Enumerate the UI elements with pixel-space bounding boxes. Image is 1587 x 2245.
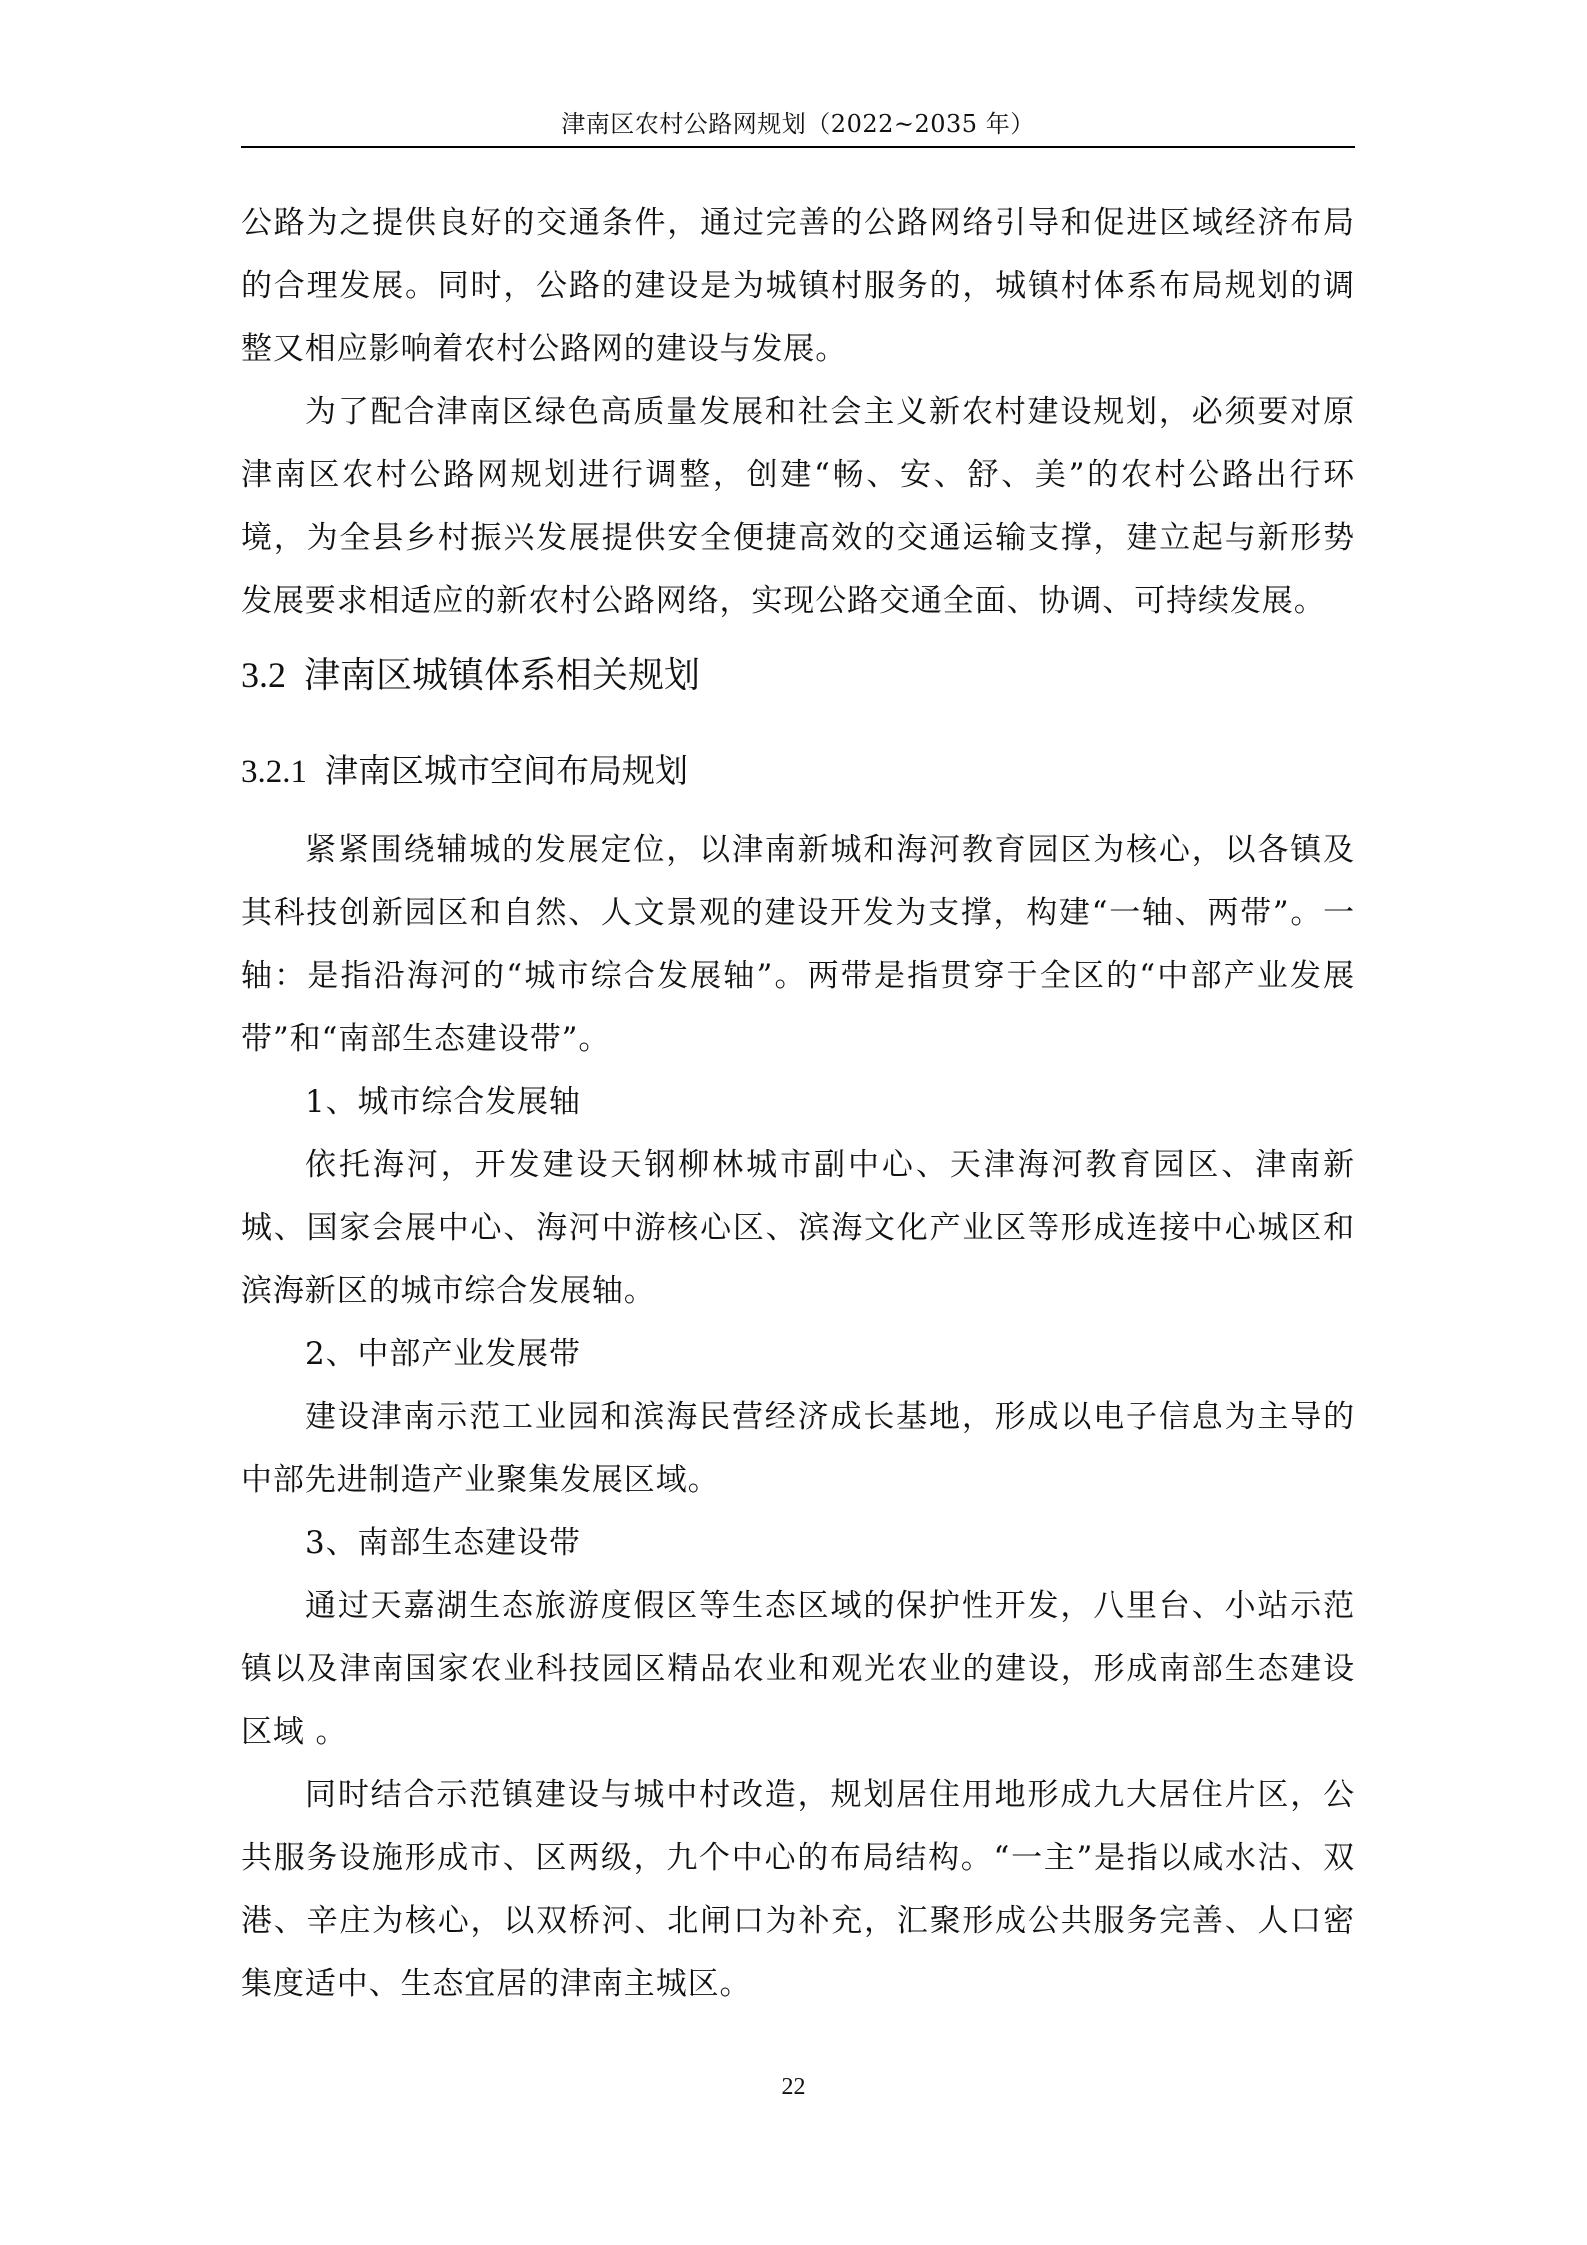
header-rule [241,146,1355,148]
running-header: 津南区农村公路网规划（2022~2035 年） [561,110,1035,138]
list-item-title-2: 2、中部产业发展带 [305,1336,581,1372]
list-item-text-3: 通过天嘉湖生态旅游度假区等生态区域的保护性开发，八里台、小站示范镇以及津南国家农业科技园区精品农业和观光农业的建设，形成南部生态建设区域 。 [241,1588,1355,1750]
page-content [241,192,1355,2016]
section-title: 津南区城镇体系相关规划 [304,655,701,696]
subsection-title: 津南区城市空间布局规划 [325,751,688,790]
paragraph-axis-belts: 紧紧围绕辅城的发展定位，以津南新城和海河教育园区为核心，以各镇及其科技创新园区和自然、人文景观的建设开发为支撑，构建“一轴、两带”。一轴：是指沿海河的“城市综合发展轴”。两带是指贯穿于全区的“中部产业发展带”和“南部生态建设带”。 [241,832,1355,1057]
subsection-heading [241,741,1355,819]
subsection-number: 3.2.1 [241,754,307,790]
paragraph-residential-layout: 同时结合示范镇建设与城中村改造，规划居住用地形成九大居住片区，公共服务设施形成市、区两级，九个中心的布局结构。“一主”是指以咸水沽、双港、辛庄为核心，以双桥河、北闸口为补充，汇聚形成公共服务完善、人口密集度适中、生态宜居的津南主城区。 [241,1777,1355,2002]
page-number: 22 [781,2074,806,2100]
section-heading [241,645,1355,741]
section-number: 3.2 [241,655,286,695]
list-item-title-3: 3、南部生态建设带 [305,1525,581,1561]
paragraph-continued: 公路为之提供良好的交通条件，通过完善的公路网络引导和促进区域经济布局的合理发展。同时，公路的建设是为城镇村服务的，城镇村体系布局规划的调整又相应影响着农村公路网的建设与发展。 [241,205,1355,367]
list-item-title-1: 1、城市综合发展轴 [305,1084,581,1120]
list-item-text-1: 依托海河，开发建设天钢柳林城市副中心、天津海河教育园区、津南新城、国家会展中心、海河中游核心区、滨海文化产业区等形成连接中心城区和滨海新区的城市综合发展轴。 [241,1147,1355,1309]
paragraph-network-adjustment: 为了配合津南区绿色高质量发展和社会主义新农村建设规划，必须要对原津南区农村公路网规划进行调整，创建“畅、安、舒、美”的农村公路出行环境，为全县乡村振兴发展提供安全便捷高效的交通运输支撑，建立起与新形势发展要求相适应的新农村公路网络，实现公路交通全面、协调、可持续发展。 [241,394,1355,619]
list-item-text-2: 建设津南示范工业园和滨海民营经济成长基地，形成以电子信息为主导的中部先进制造产业聚集发展区域。 [241,1399,1355,1498]
